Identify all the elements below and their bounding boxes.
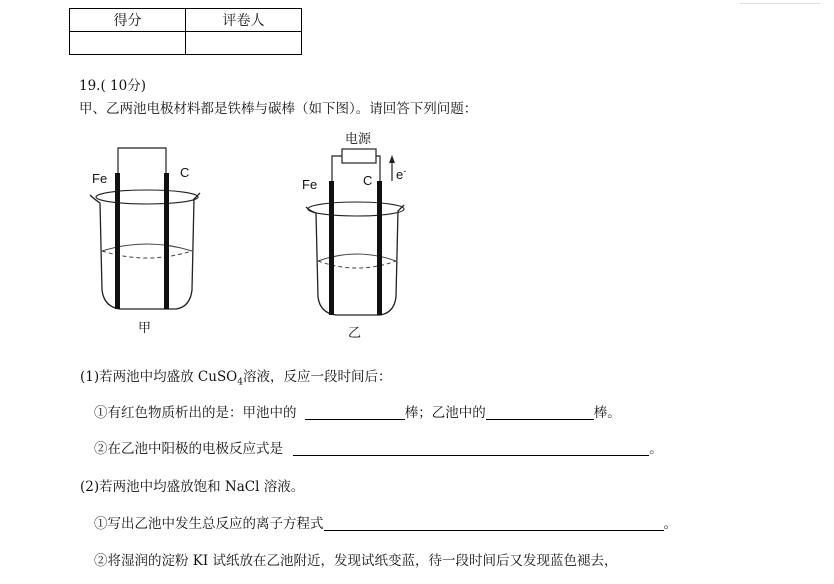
part2-q1-end: 。: [663, 516, 677, 532]
part1-intro-subscript: 4: [237, 377, 243, 388]
beaker-yi: [306, 202, 404, 315]
part2-q1: [94, 512, 677, 532]
jia-caption: 甲: [138, 320, 152, 335]
question-points: ( 10分): [100, 78, 146, 94]
part1-q1-blank-jia[interactable]: [305, 404, 405, 420]
jia-c-label: C: [180, 165, 190, 180]
jia-fe-label: Fe: [92, 171, 108, 186]
beaker-jia: [90, 190, 200, 309]
yi-circuit: [329, 149, 395, 315]
power-source-box: [342, 149, 376, 163]
score-table: [69, 8, 302, 55]
part1-q1: [94, 401, 621, 421]
jia-circuit: [115, 148, 169, 309]
question-number: 19.: [79, 78, 101, 94]
grader-cell[interactable]: [186, 32, 302, 55]
score-header: 得分: [70, 9, 186, 32]
grader-header: 评卷人: [186, 9, 302, 32]
part2-q1-blank[interactable]: [324, 515, 664, 531]
part1-intro-text: (1)若两池中均盛放 CuSO: [80, 369, 238, 385]
part1-q1-text: ①有红色物质析出的是：甲池中的: [94, 405, 297, 421]
part1-q2-text: ②在乙池中阳极的电极反应式是: [94, 441, 283, 457]
part1-q1-mid: 棒；乙池中的: [404, 405, 486, 421]
part1-q2: [94, 437, 663, 457]
yi-fe-label: Fe: [302, 177, 318, 192]
part1-q2-blank[interactable]: [293, 440, 649, 456]
part1-q1-blank-yi[interactable]: [486, 404, 594, 420]
part1-q1-end: 棒。: [593, 405, 621, 421]
part2-q1-text: ①写出乙池中发生总反应的离子方程式: [94, 516, 324, 532]
part1-intro: [80, 365, 392, 388]
yi-caption: 乙: [348, 325, 362, 340]
question-intro: 甲、乙两池电极材料都是铁棒与碳棒（如下图）。请回答下列问题：: [79, 101, 478, 117]
part1-intro-rest: 溶液，反应一段时间后：: [243, 369, 392, 385]
electron-label: e-: [396, 166, 407, 182]
electrolysis-figure: [80, 125, 410, 347]
part1-q2-end: 。: [649, 441, 663, 457]
top-divider: [740, 3, 820, 4]
score-cell[interactable]: [70, 32, 186, 55]
yi-c-label: C: [363, 173, 373, 188]
part2-intro: (2)若两池中均盛放饱和 NaCl 溶液。: [80, 479, 305, 495]
part2-q2: ②将湿润的淀粉 KI 试纸放在乙池附近，发现试纸变蓝，待一段时间后又发现蓝色褪去，: [94, 553, 618, 569]
question-header: [79, 74, 146, 94]
power-source-label: 电源: [345, 131, 372, 146]
